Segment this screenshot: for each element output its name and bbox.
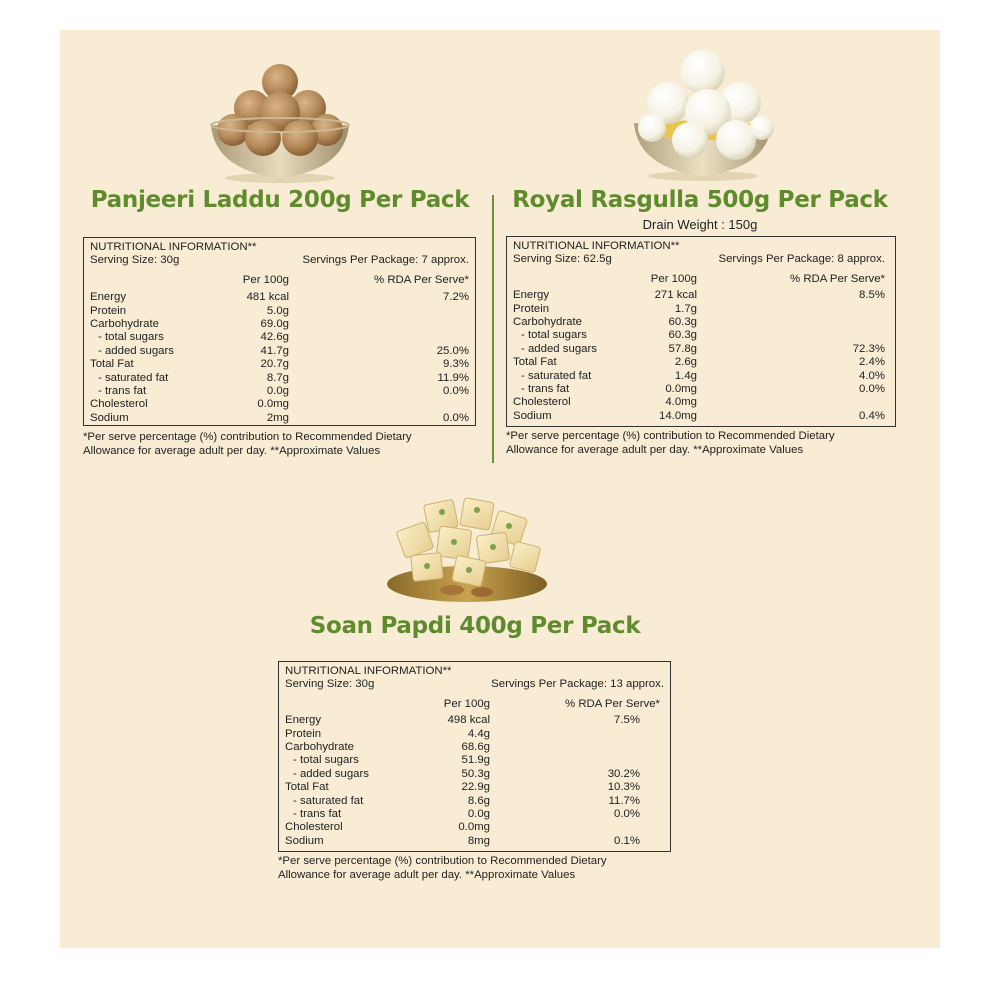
nutrient-row — [285, 754, 666, 767]
servings-per-package: Servings Per Package: 8 approx. — [718, 253, 885, 266]
nutrient-per100: 60.3g — [668, 315, 697, 328]
col-rda-header: % RDA Per Serve* — [790, 272, 885, 285]
nutrient-rda: 0.0% — [859, 382, 885, 395]
servings-per-package: Servings Per Package: 7 approx. — [302, 254, 469, 267]
nutrient-name: Carbohydrate — [513, 315, 583, 328]
nutrient-name: - added sugars — [293, 767, 369, 780]
nutrient-row — [90, 331, 471, 344]
nutrient-row — [285, 728, 666, 741]
nutrient-per100: 481 kcal — [246, 291, 289, 304]
nutrient-per100: 57.8g — [668, 342, 697, 355]
nutrient-rda: 0.0% — [614, 807, 640, 820]
nutrient-per100: 0.0mg — [665, 382, 697, 395]
nutrition-table-soan-papdi — [278, 661, 671, 852]
nutrient-per100: 68.6g — [461, 740, 490, 753]
nutrient-per100: 1.7g — [674, 302, 697, 315]
nutrient-name: Cholesterol — [90, 398, 148, 411]
footnote-line2: Allowance for average adult per day. **Approximate Values — [506, 443, 804, 456]
nutrient-rda: 11.9% — [437, 371, 469, 384]
nutrient-per100: 42.6g — [260, 331, 289, 344]
serving-size: Serving Size: 30g — [285, 678, 375, 691]
nutrient-name: - trans fat — [98, 384, 147, 397]
nutrient-per100: 22.9g — [461, 781, 490, 794]
nutrient-per100: 8.7g — [266, 371, 289, 384]
nutrient-rda: 10.3% — [607, 781, 640, 794]
laddu-ball — [245, 120, 281, 156]
nutrient-name: - total sugars — [521, 329, 587, 342]
nutrient-per100: 2mg — [266, 411, 289, 424]
nutrient-per100: 498 kcal — [447, 714, 490, 727]
nutrient-name: - saturated fat — [521, 369, 592, 382]
nutrient-name: Carbohydrate — [285, 740, 355, 753]
nutrient-per100: 51.9g — [461, 754, 490, 767]
rasgulla-bowl-image — [628, 48, 778, 183]
nutrient-per100: 0.0mg — [458, 821, 490, 834]
nutrient-row — [513, 410, 891, 423]
nutrient-name: Total Fat — [285, 781, 329, 794]
nutrient-rda: 7.5% — [614, 714, 640, 727]
nutrient-row — [513, 396, 891, 409]
rasgulla-ball — [672, 122, 708, 158]
col-per100-header: Per 100g — [443, 697, 490, 710]
nutrient-row — [90, 412, 471, 425]
nutrient-row — [90, 372, 471, 385]
nutrient-rows — [285, 714, 666, 848]
nutrient-per100: 4.0mg — [665, 396, 697, 409]
nutrient-name: Total Fat — [513, 356, 557, 369]
nutrient-row — [285, 741, 666, 754]
serving-size: Serving Size: 62.5g — [513, 253, 612, 266]
nutrient-name: Protein — [285, 727, 322, 740]
rasgulla-ball — [681, 50, 725, 94]
nutrient-row — [90, 318, 471, 331]
nutrition-heading: NUTRITIONAL INFORMATION** — [513, 240, 680, 252]
col-rda-header: % RDA Per Serve* — [374, 273, 469, 286]
nutrient-row — [90, 305, 471, 318]
laddu-bowl-image — [205, 60, 355, 185]
nutrient-name: - saturated fat — [98, 371, 169, 384]
nutrient-row — [90, 398, 471, 411]
nutrient-per100: 0.0g — [266, 384, 289, 397]
nutrient-row — [285, 781, 666, 794]
column-divider — [492, 195, 494, 463]
footnote-line1: *Per serve percentage (%) contribution to Recommended Dietary — [83, 431, 412, 443]
nutrient-per100: 60.3g — [668, 329, 697, 342]
rasgulla-ball — [750, 116, 774, 140]
nutrient-name: Total Fat — [90, 358, 134, 371]
serving-size: Serving Size: 30g — [90, 254, 180, 267]
nutrient-row — [513, 356, 891, 369]
nutrient-per100: 8mg — [467, 834, 490, 847]
nutrient-row — [285, 795, 666, 808]
nutrient-row — [513, 329, 891, 342]
nutrient-rda: 8.5% — [859, 289, 885, 302]
footnote-line2: Allowance for average adult per day. **Approximate Values — [278, 868, 576, 881]
footnote-panjeeri-laddu — [83, 431, 412, 458]
nutrient-row — [513, 316, 891, 329]
footnote-soan-papdi — [278, 855, 607, 882]
nutrient-name: Protein — [90, 304, 127, 317]
col-rda-header: % RDA Per Serve* — [565, 697, 660, 710]
nutrient-name: - total sugars — [98, 331, 164, 344]
nutrient-name: Cholesterol — [513, 396, 571, 409]
product-title-panjeeri-laddu: Panjeeri Laddu 200g Per Pack — [90, 187, 470, 213]
nutrient-rda: 0.0% — [443, 411, 469, 424]
nutrient-name: - added sugars — [98, 344, 174, 357]
nutrient-per100: 8.6g — [467, 794, 490, 807]
nutrient-per100: 69.0g — [260, 317, 289, 330]
product-title-soan-papdi: Soan Papdi 400g Per Pack — [309, 613, 641, 639]
nutrient-per100: 1.4g — [674, 369, 697, 382]
nutrient-name: Sodium — [513, 409, 552, 422]
nutrient-name: - added sugars — [521, 342, 597, 355]
nutrient-row — [513, 370, 891, 383]
nutrient-rda: 9.3% — [443, 358, 469, 371]
soan-papdi-plate-image — [382, 492, 552, 610]
nutrient-name: Sodium — [285, 834, 324, 847]
nutrient-per100: 5.0g — [266, 304, 289, 317]
drain-weight: Drain Weight : 150g — [642, 217, 758, 232]
nutrient-rda: 30.2% — [607, 767, 640, 780]
nutrient-row — [513, 289, 891, 302]
nutrient-name: Protein — [513, 302, 550, 315]
nutrient-row — [285, 714, 666, 727]
nutrient-row — [285, 768, 666, 781]
nutrient-row — [285, 835, 666, 848]
nutrient-name: Energy — [513, 289, 550, 302]
nutrient-rda: 11.7% — [608, 794, 640, 807]
nutrition-table-royal-rasgulla — [506, 236, 896, 427]
rasgulla-ball — [638, 114, 666, 142]
nutrient-per100: 271 kcal — [654, 289, 697, 302]
nutrient-rda: 25.0% — [436, 344, 469, 357]
nutrient-row — [90, 385, 471, 398]
product-title-royal-rasgulla: Royal Rasgulla 500g Per Pack — [512, 187, 888, 213]
nutrient-name: Energy — [90, 291, 127, 304]
nutrient-rda: 0.1% — [614, 834, 640, 847]
nutrient-rows — [513, 289, 891, 423]
nutrient-per100: 20.7g — [260, 358, 289, 371]
nutrient-per100: 2.6g — [674, 356, 697, 369]
nutrient-row — [285, 808, 666, 821]
footnote-line1: *Per serve percentage (%) contribution to Recommended Dietary — [278, 855, 607, 867]
nutrient-per100: 50.3g — [461, 767, 490, 780]
nutrient-name: - trans fat — [293, 807, 342, 820]
nutrient-row — [513, 343, 891, 356]
footnote-royal-rasgulla — [506, 430, 835, 457]
nutrient-name: - saturated fat — [293, 794, 364, 807]
footnote-line1: *Per serve percentage (%) contribution to Recommended Dietary — [506, 430, 835, 442]
nutrient-name: Energy — [285, 714, 322, 727]
nutrient-row — [90, 358, 471, 371]
nutrition-heading: NUTRITIONAL INFORMATION** — [285, 665, 452, 677]
col-per100-header: Per 100g — [650, 272, 697, 285]
nutrient-per100: 4.4g — [467, 727, 490, 740]
rasgulla-ball — [716, 120, 756, 160]
nutrient-rda: 0.4% — [859, 409, 885, 422]
nutrient-per100: 14.0mg — [659, 409, 697, 422]
nutrient-rda: 2.4% — [859, 356, 885, 369]
col-per100-header: Per 100g — [242, 273, 289, 286]
servings-per-package: Servings Per Package: 13 approx. — [491, 678, 664, 691]
nutrient-rda: 7.2% — [443, 291, 469, 304]
footnote-line2: Allowance for average adult per day. **Approximate Values — [83, 444, 381, 457]
nutrient-per100: 0.0mg — [257, 398, 289, 411]
nutrition-table-panjeeri-laddu — [83, 237, 476, 426]
nutrient-rda: 72.3% — [852, 342, 885, 355]
nutrient-per100: 41.7g — [260, 344, 289, 357]
nutrient-row — [90, 345, 471, 358]
nutrient-name: Sodium — [90, 411, 129, 424]
nutrient-rows — [90, 291, 471, 425]
nutrient-row — [285, 821, 666, 834]
nutrient-row — [513, 303, 891, 316]
nutrient-rda: 0.0% — [443, 384, 469, 397]
nutrition-heading: NUTRITIONAL INFORMATION** — [90, 241, 257, 253]
nutrient-row — [90, 291, 471, 304]
nutrient-rda: 4.0% — [859, 369, 885, 382]
nutrient-name: Carbohydrate — [90, 317, 160, 330]
nutrient-per100: 0.0g — [467, 807, 490, 820]
laddu-ball — [282, 120, 318, 156]
nutrient-row — [513, 383, 891, 396]
nutrient-name: - trans fat — [521, 382, 570, 395]
nutrient-name: Cholesterol — [285, 821, 343, 834]
nutrient-name: - total sugars — [293, 754, 359, 767]
